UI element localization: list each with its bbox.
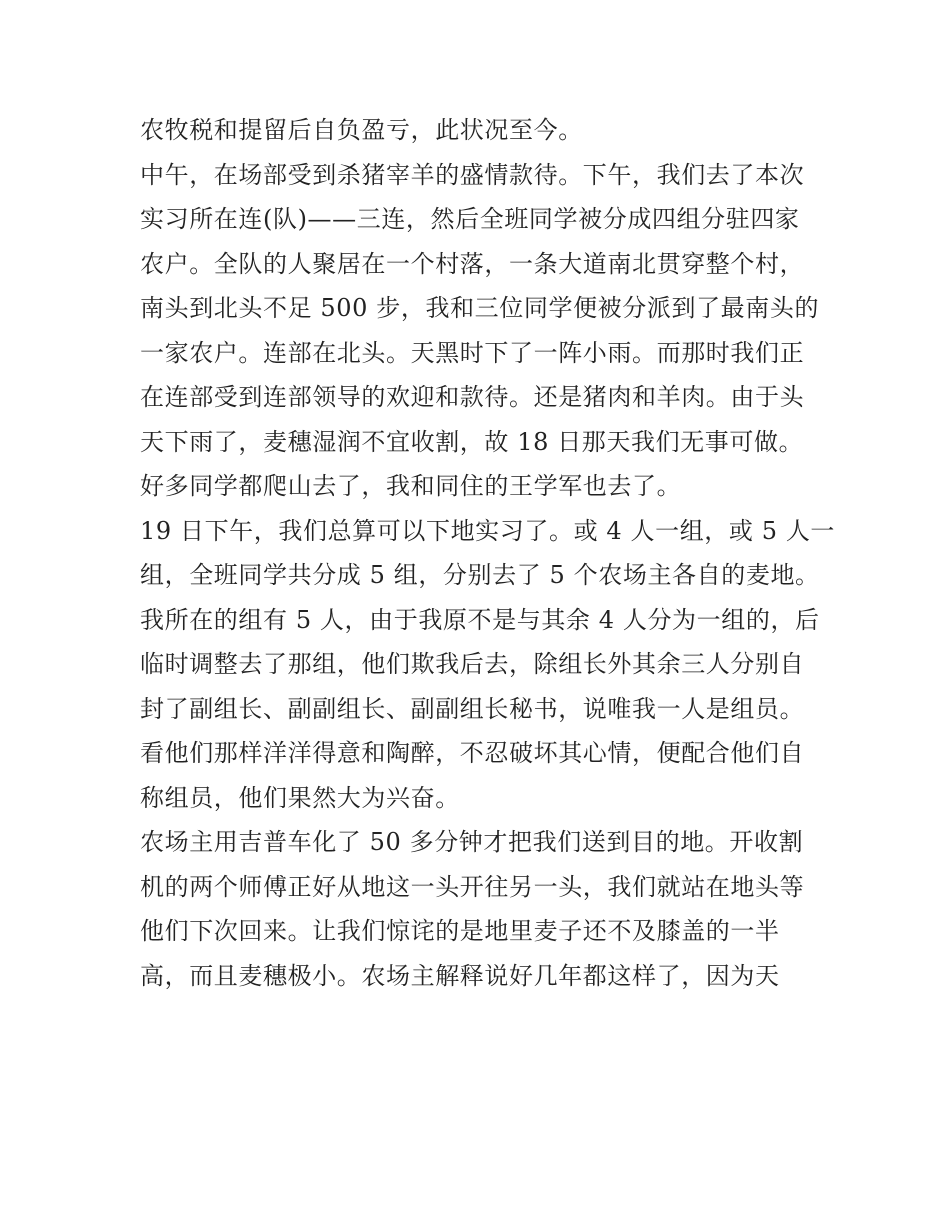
text-line: 农户。全队的人聚居在一个村落，一条大道南北贯穿整个村， [140, 249, 805, 278]
document-body [140, 108, 836, 998]
text-line: 一家农户。连部在北头。天黑时下了一阵小雨。而那时我们正 [140, 338, 805, 367]
text-line: 临时调整去了那组，他们欺我后去，除组长外其余三人分别自 [140, 650, 805, 678]
text-line: 他们下次回来。让我们惊诧的是地里麦子还不及膝盖的一半 [140, 917, 780, 945]
text-line: 在连部受到连部领导的欢迎和款待。还是猪肉和羊肉。由于头 [140, 383, 805, 411]
text-line: 看他们那样洋洋得意和陶醉，不忍破坏其心情，便配合他们自 [140, 739, 805, 767]
text-line: 天下雨了，麦穗湿润不宜收割，故 18 日那天我们无事可做。 [140, 427, 804, 456]
text-line: 称组员，他们果然大为兴奋。 [140, 783, 460, 812]
text-line: 南头到北头不足 500 步，我和三位同学便被分派到了最南头的 [140, 294, 820, 322]
text-line: 封了副组长、副副组长、副副组长秘书，说唯我一人是组员。 [140, 694, 805, 723]
text-line: 中午，在场部受到杀猪宰羊的盛情款待。下午，我们去了本次 [140, 160, 805, 189]
text-line: 高，而且麦穗极小。农场主解释说好几年都这样了，因为天 [140, 961, 780, 990]
text-line: 机的两个师傅正好从地这一头开往另一头，我们就站在地头等 [140, 872, 805, 901]
text-line: 我所在的组有 5 人，由于我原不是与其余 4 人分为一组的，后 [140, 605, 820, 634]
text-line: 农场主用吉普车化了 50 多分钟才把我们送到目的地。开收割 [140, 828, 804, 856]
text-line: 农牧税和提留后自负盈亏，此状况至今。 [140, 116, 583, 144]
text-line: 实习所在连(队)——三连，然后全班同学被分成四组分驻四家 [140, 205, 800, 233]
text-line: 组，全班同学共分成 5 组，分别去了 5 个农场主各自的麦地。 [140, 561, 820, 589]
text-line: 好多同学都爬山去了，我和同住的王学军也去了。 [140, 472, 682, 500]
text-line: 19 日下午，我们总算可以下地实习了。或 4 人一组，或 5 人一 [140, 516, 836, 545]
